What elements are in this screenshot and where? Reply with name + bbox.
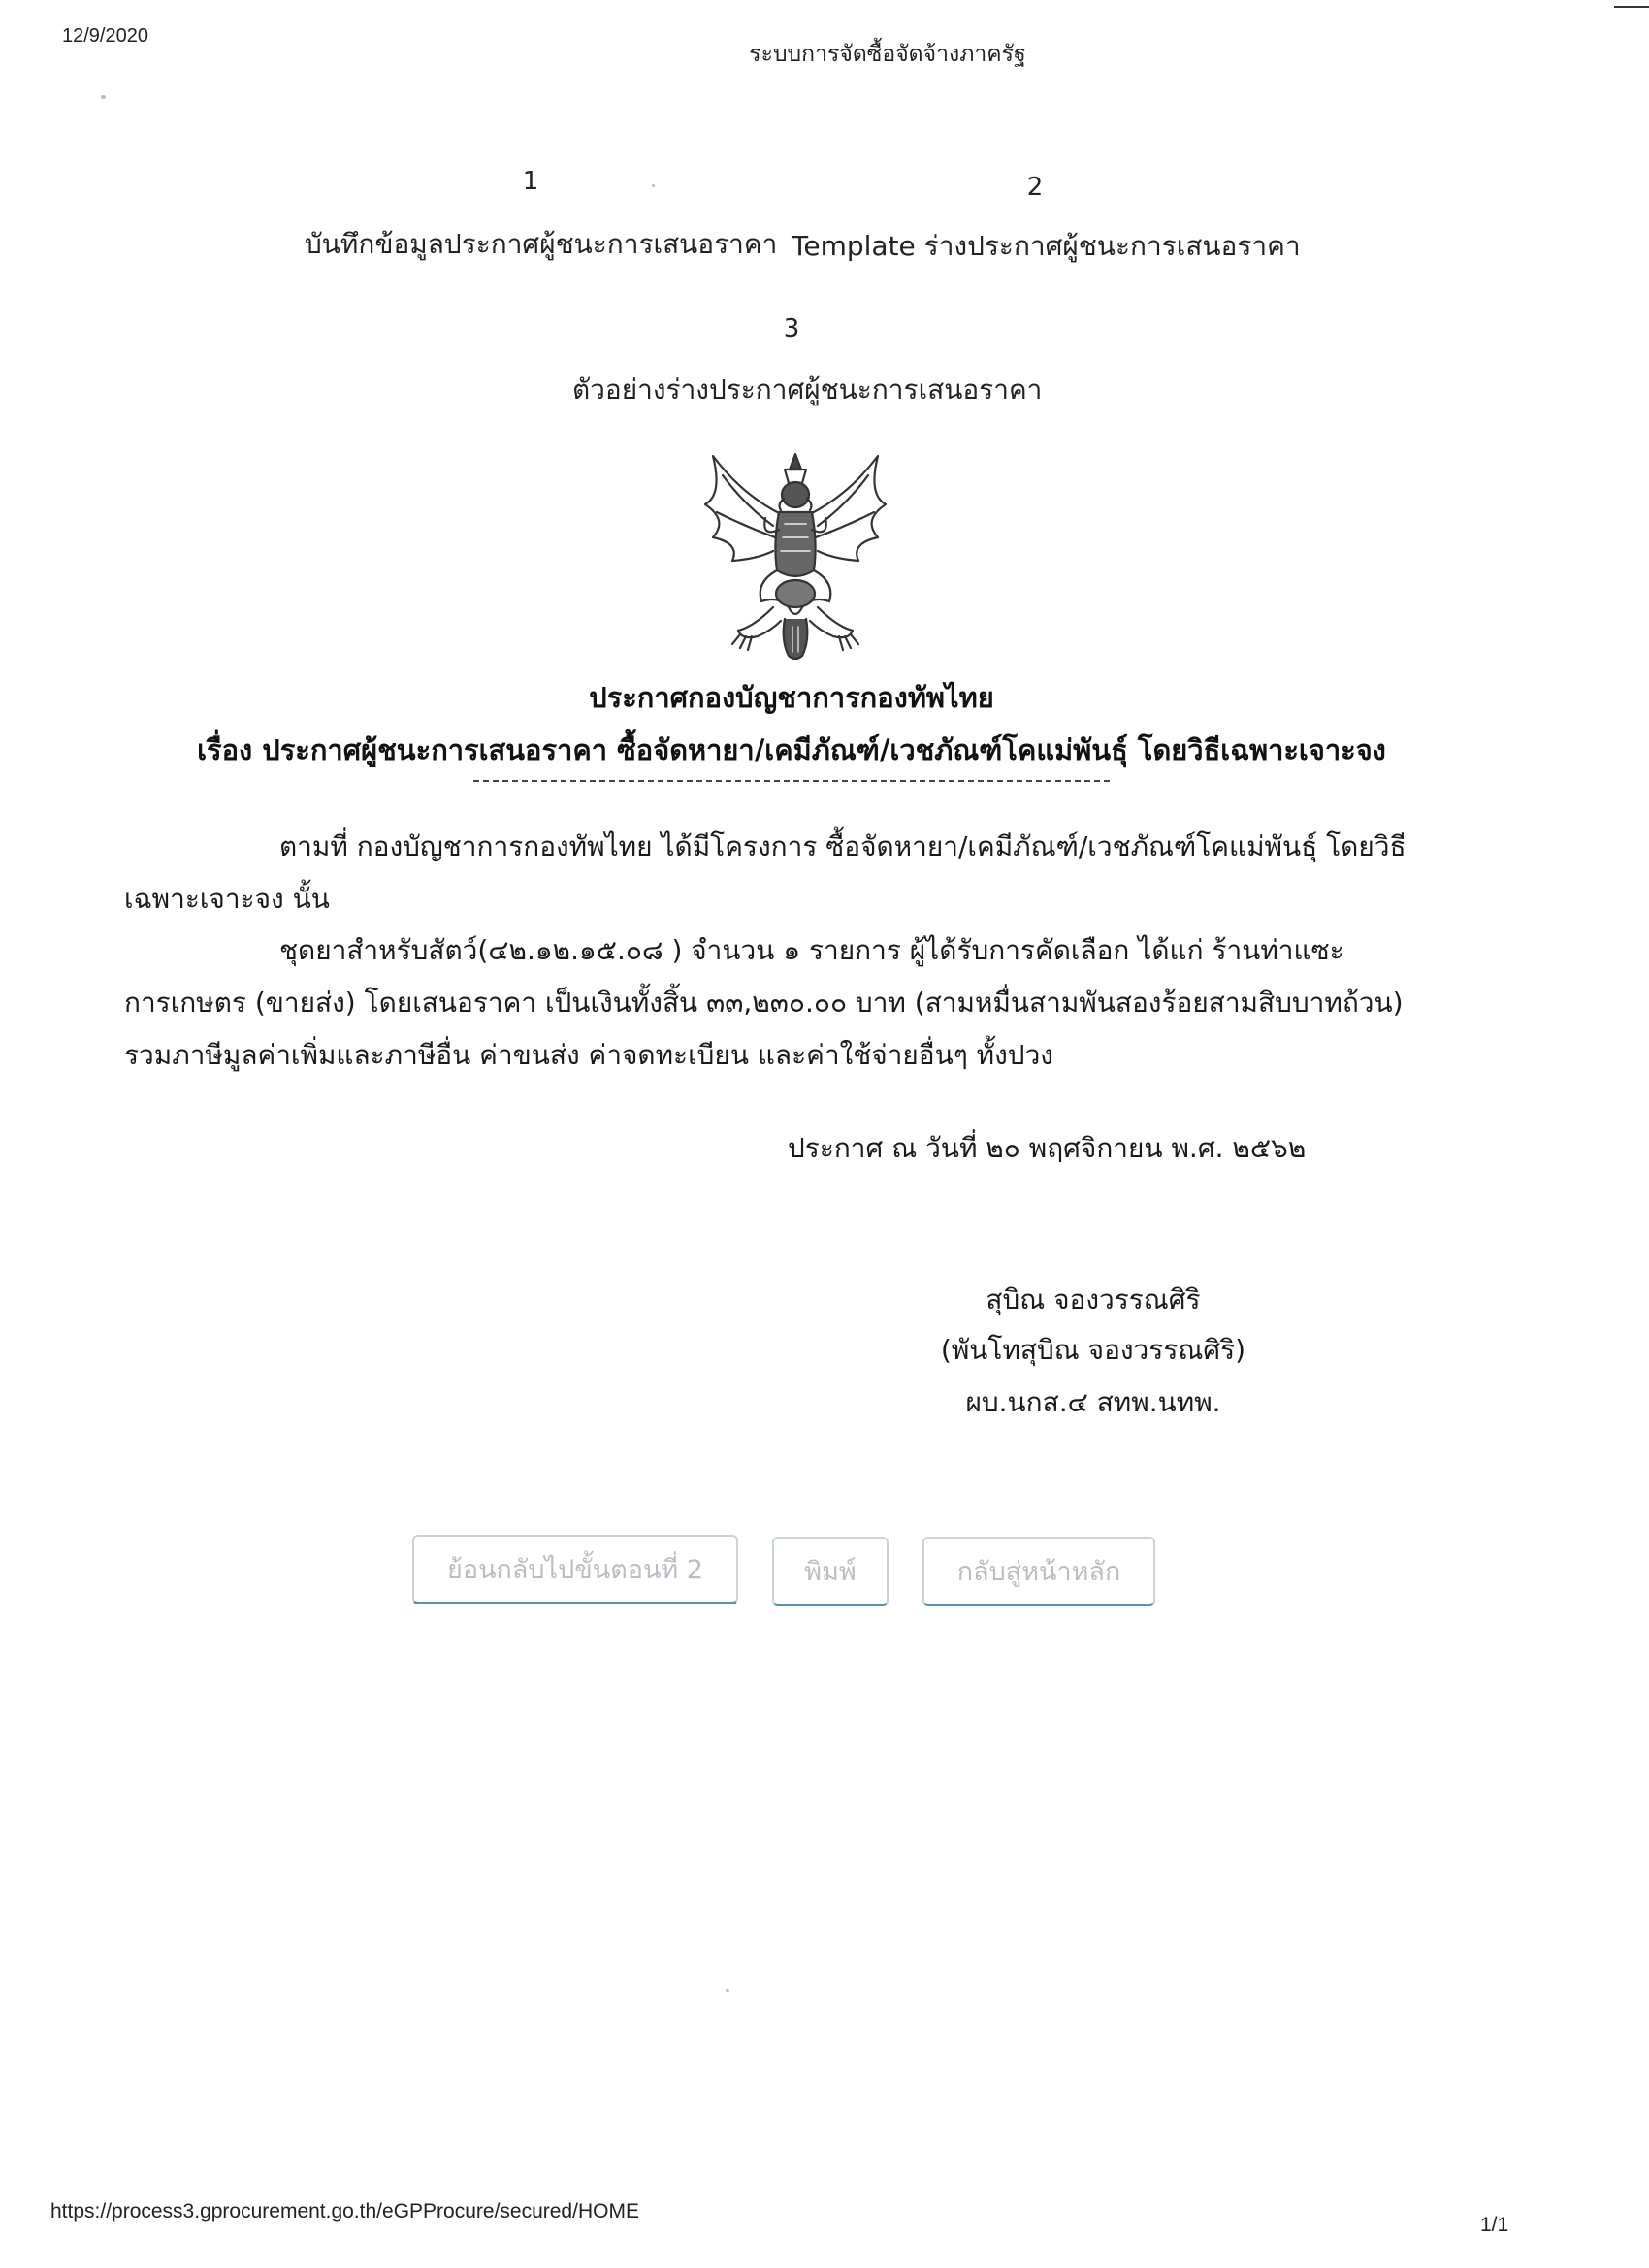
signatory-name: สุบิณ จองวรรณศิริ bbox=[986, 1283, 1201, 1315]
announcement-title: ประกาศกองบัญชาการกองทัพไทย bbox=[589, 681, 994, 714]
step-3-number: 3 bbox=[783, 314, 800, 343]
home-button[interactable]: กลับสู่หน้าหลัก bbox=[922, 1537, 1155, 1606]
announcement-subject: เรื่อง ประกาศผู้ชนะการเสนอราคา ซื้อจัดหายา/เคมีภัณฑ์/เวชภัณฑ์โคแม่พันธุ์ โดยวิธีเฉพาะเจาะจง bbox=[197, 733, 1386, 766]
announcement-paragraph-1: ตามที่ กองบัญชาการกองทัพไทย ได้มีโครงการ ซื้อจัดหายา/เคมีภัณฑ์/เวชภัณฑ์โคแม่พันธุ์ โดยวิธีเฉพาะเจาะจง นั้น bbox=[124, 830, 1406, 915]
print-page-number: 1/1 bbox=[1480, 2214, 1509, 2236]
corner-mark bbox=[1614, 6, 1649, 8]
signatory-position: ผบ.นกส.๔ สทพ.นทพ. bbox=[965, 1386, 1221, 1418]
print-site-title: ระบบการจัดซื้อจัดจ้างภาครัฐ bbox=[749, 42, 1026, 67]
print-date: 12/9/2020 bbox=[62, 25, 148, 47]
print-button[interactable]: พิมพ์ bbox=[772, 1537, 889, 1606]
announcement-paragraph-2: ชุดยาสำหรับสัตว์(๔๒.๑๒.๑๕.๐๘ ) จำนวน ๑ รายการ ผู้ได้รับการคัดเลือก ได้แก่ ร้านท่าแซะการเกษตร (ขายส่ง) โดยเสนอราคา เป็นเงินทั้งสิ้น ๓๓,๒๓๐.๐๐ บาท (สามหมื่นสามพันสองร้อยสามสิบบาทถ้วน) รวมภาษีมูลค่าเพิ่มและภาษีอื่น ค่าขนส่ง ค่าจดทะเบียน และค่าใช้จ่ายอื่นๆ ทั้งปวง bbox=[124, 934, 1404, 1071]
step-2-label[interactable]: Template ร่างประกาศผู้ชนะการเสนอราคา bbox=[792, 230, 1301, 262]
step-2-number: 2 bbox=[1026, 173, 1044, 202]
scan-speck bbox=[652, 184, 655, 187]
step-3-label[interactable]: ตัวอย่างร่างประกาศผู้ชนะการเสนอราคา bbox=[572, 373, 1043, 405]
garuda-emblem-icon bbox=[684, 437, 907, 669]
step-1-label[interactable]: บันทึกข้อมูลประกาศผู้ชนะการเสนอราคา bbox=[305, 228, 778, 260]
announcement-date: ประกาศ ณ วันที่ ๒๐ พฤศจิกายน พ.ศ. ๒๕๖๒ bbox=[788, 1132, 1307, 1164]
scan-speck bbox=[726, 1989, 729, 1992]
signatory-full-name: (พันโทสุบิณ จองวรรณศิริ) bbox=[940, 1334, 1246, 1366]
separator-line bbox=[473, 780, 1110, 782]
back-to-step-2-button[interactable]: ย้อนกลับไปขั้นตอนที่ 2 bbox=[412, 1535, 738, 1604]
print-url: https://process3.gprocurement.go.th/eGPProcure/secured/HOME bbox=[50, 2200, 639, 2222]
step-1-number: 1 bbox=[522, 167, 539, 196]
scan-speck bbox=[101, 95, 106, 99]
